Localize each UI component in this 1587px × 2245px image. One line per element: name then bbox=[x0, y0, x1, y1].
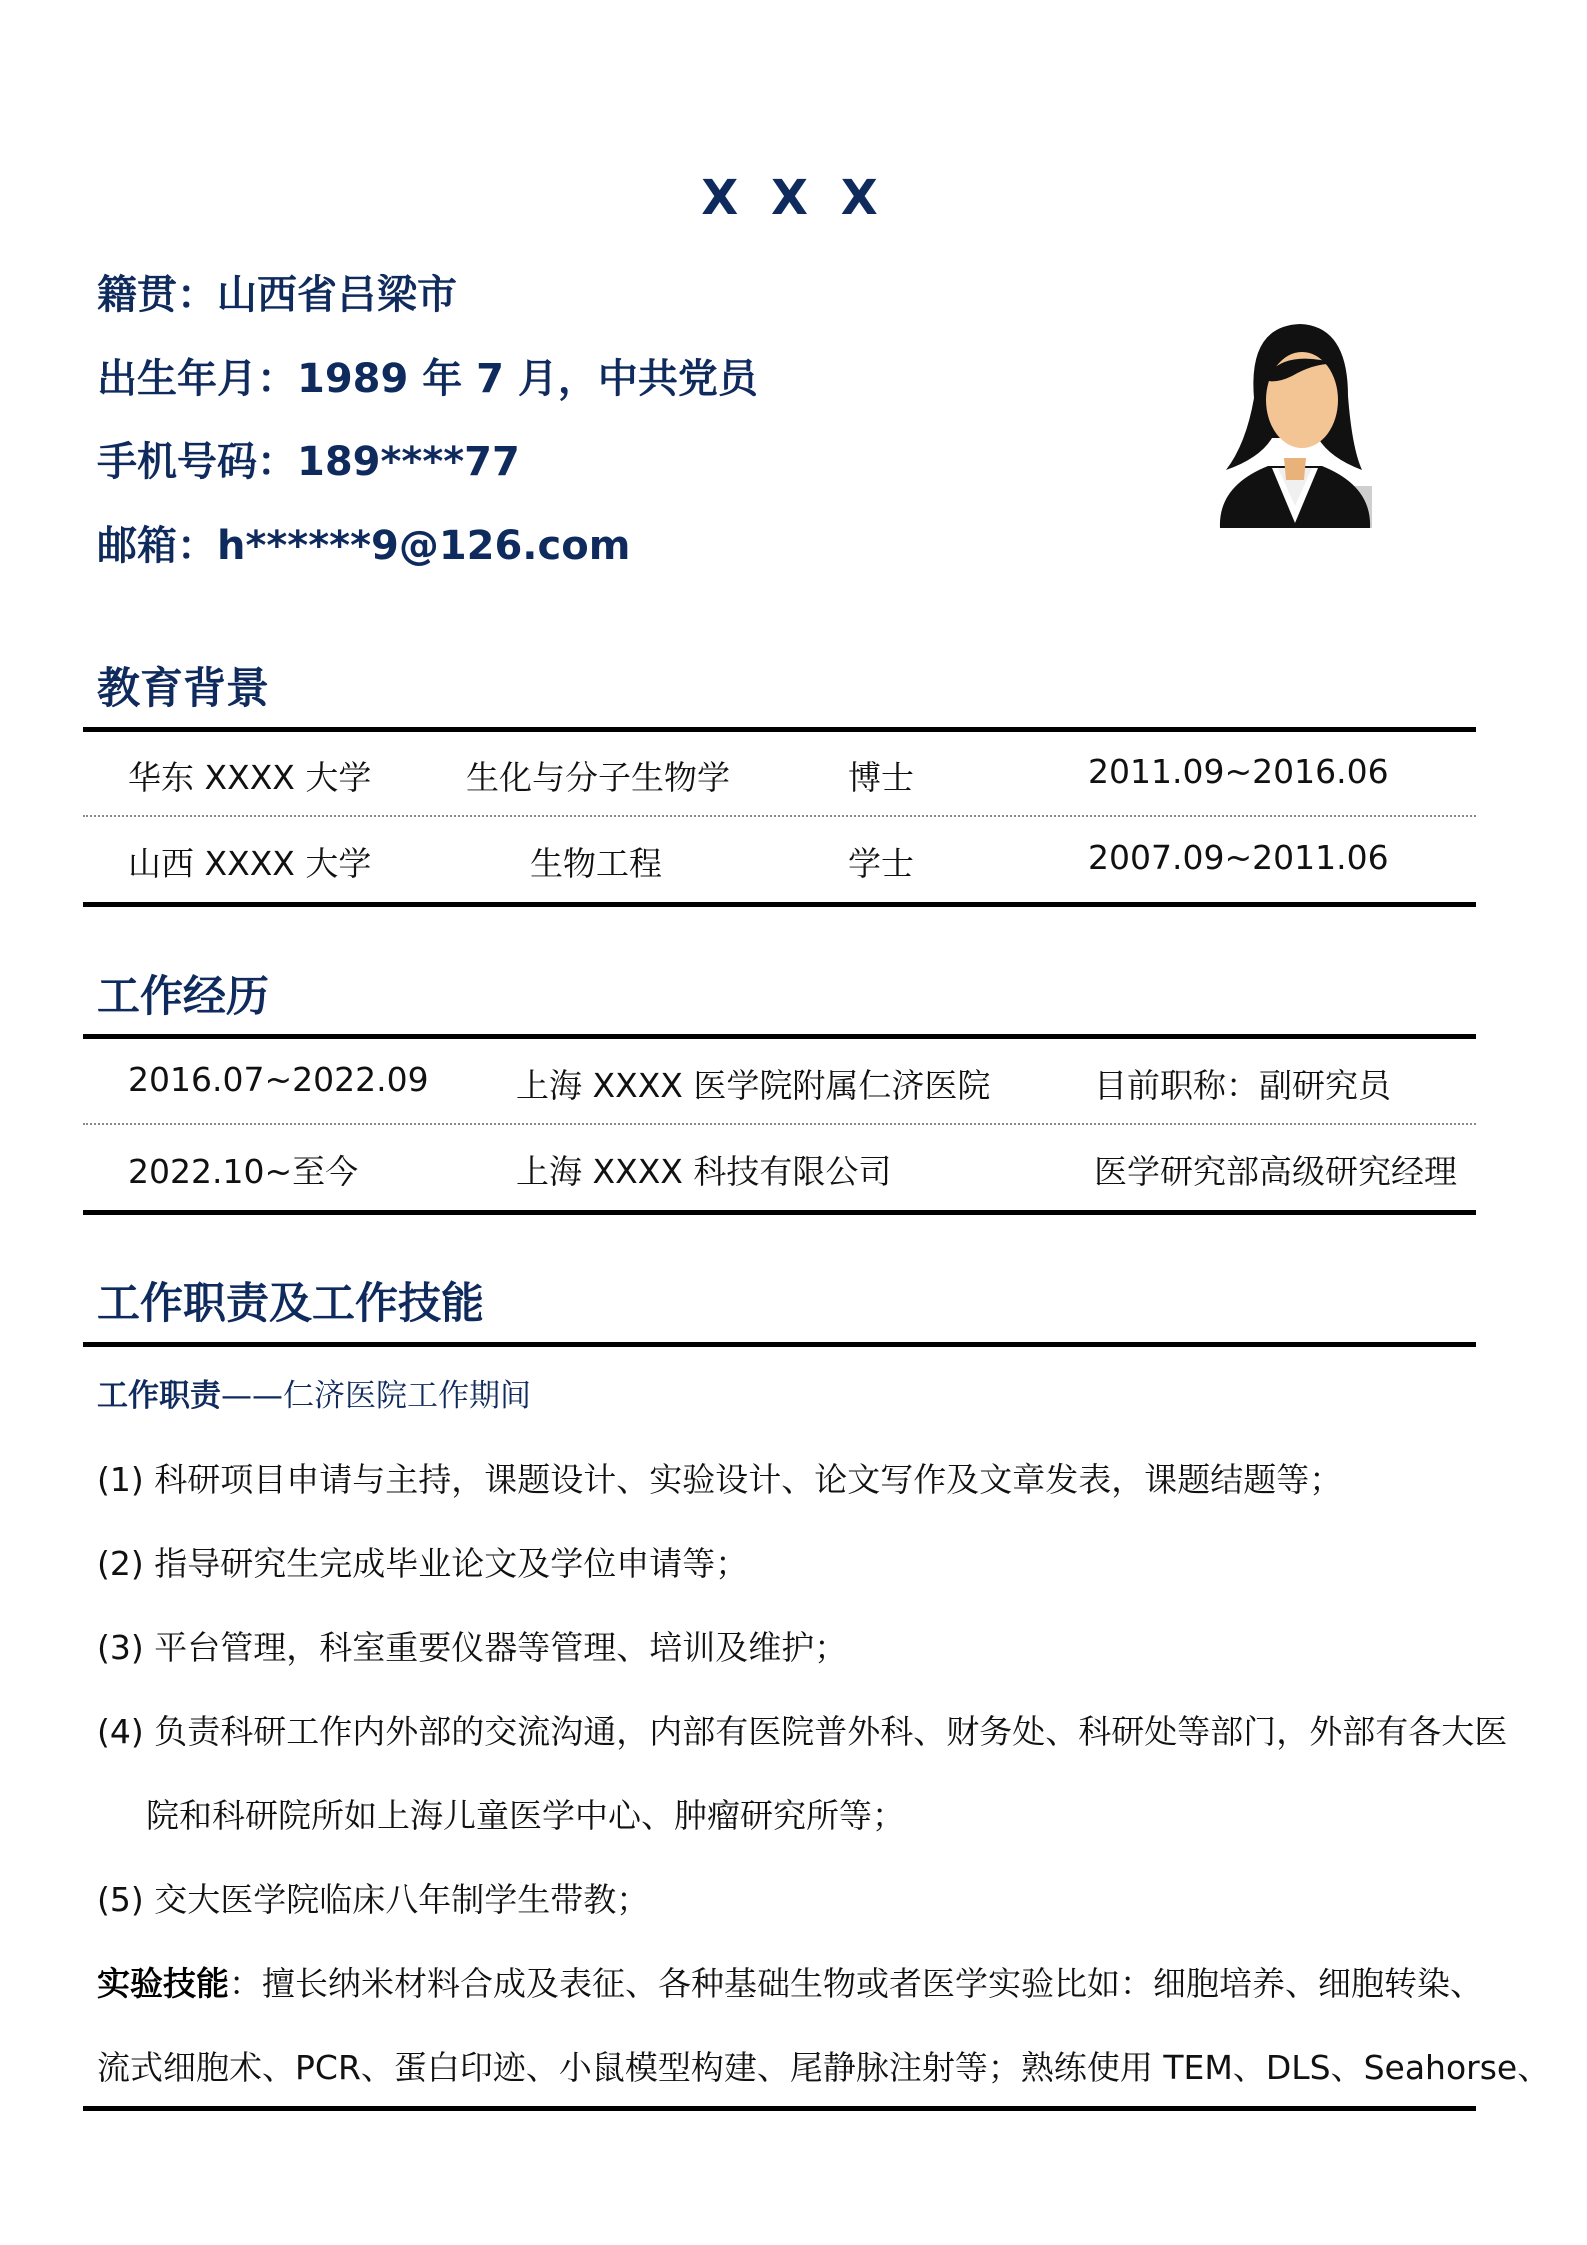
work-org: 上海 XXXX 医学院附属仁济医院 bbox=[516, 1066, 991, 1105]
duty-item: (1) 科研项目申请与主持，课题设计、实验设计、论文写作及文章发表，课题结题等； bbox=[97, 1460, 1343, 1499]
skills-line-2: 流式细胞术、PCR、蛋白印迹、小鼠模型构建、尾静脉注射等；熟练使用 TEM、DLS、Seahorse、 bbox=[97, 2048, 1551, 2087]
duties-section-title: 工作职责及工作技能 bbox=[97, 1279, 484, 1329]
phone-number: 手机号码：189****77 bbox=[97, 439, 520, 485]
education-bottom-rule bbox=[83, 902, 1476, 907]
duty-item: (4) 负责科研工作内外部的交流沟通，内部有医院普外科、财务处、科研处等部门，外部有各大医 bbox=[97, 1712, 1508, 1751]
duties-bottom-rule bbox=[83, 2106, 1476, 2111]
education-section-title: 教育背景 bbox=[97, 664, 269, 714]
edu-degree: 学士 bbox=[848, 844, 914, 883]
work-period: 2016.07~2022.09 bbox=[128, 1060, 429, 1099]
work-bottom-rule bbox=[83, 1210, 1476, 1215]
work-role: 医学研究部高级研究经理 bbox=[1094, 1152, 1457, 1191]
edu-major: 生化与分子生物学 bbox=[466, 758, 730, 797]
email-address: 邮箱：h******9@126.com bbox=[97, 523, 631, 569]
duties-subheading-rest: ——仁济医院工作期间 bbox=[221, 1378, 531, 1414]
skills-label: 实验技能 bbox=[97, 1964, 229, 2003]
female-avatar-icon bbox=[1190, 318, 1400, 528]
skills-line bbox=[97, 1958, 1483, 2005]
work-section-title: 工作经历 bbox=[97, 972, 269, 1022]
edu-major: 生物工程 bbox=[530, 844, 662, 883]
education-row-divider bbox=[83, 815, 1476, 817]
work-top-rule bbox=[83, 1034, 1476, 1039]
duty-item: (2) 指导研究生完成毕业论文及学位申请等； bbox=[97, 1544, 749, 1583]
work-row-divider bbox=[83, 1123, 1476, 1125]
birth-info: 出生年月：1989 年 7 月，中共党员 bbox=[97, 356, 758, 402]
work-role: 目前职称：副研究员 bbox=[1094, 1066, 1391, 1105]
duty-item: (3) 平台管理，科室重要仪器等管理、培训及维护； bbox=[97, 1628, 848, 1667]
candidate-name: X X X bbox=[701, 170, 886, 226]
duties-top-rule bbox=[83, 1342, 1476, 1347]
hometown: 籍贯：山西省吕梁市 bbox=[97, 272, 457, 318]
duties-subheading bbox=[97, 1370, 531, 1415]
edu-period: 2007.09~2011.06 bbox=[1088, 838, 1389, 877]
duties-subheading-bold: 工作职责 bbox=[97, 1378, 221, 1414]
duty-item-continuation: 院和科研院所如上海儿童医学中心、肿瘤研究所等； bbox=[146, 1796, 905, 1835]
edu-school: 山西 XXXX 大学 bbox=[128, 844, 372, 883]
duty-item: (5) 交大医学院临床八年制学生带教； bbox=[97, 1880, 650, 1919]
edu-degree: 博士 bbox=[848, 758, 914, 797]
work-period: 2022.10~至今 bbox=[128, 1152, 359, 1191]
skills-text: ：擅长纳米材料合成及表征、各种基础生物或者医学实验比如：细胞培养、细胞转染、 bbox=[229, 1964, 1483, 2003]
edu-period: 2011.09~2016.06 bbox=[1088, 752, 1389, 791]
education-top-rule bbox=[83, 727, 1476, 732]
work-org: 上海 XXXX 科技有限公司 bbox=[516, 1152, 892, 1191]
edu-school: 华东 XXXX 大学 bbox=[128, 758, 372, 797]
